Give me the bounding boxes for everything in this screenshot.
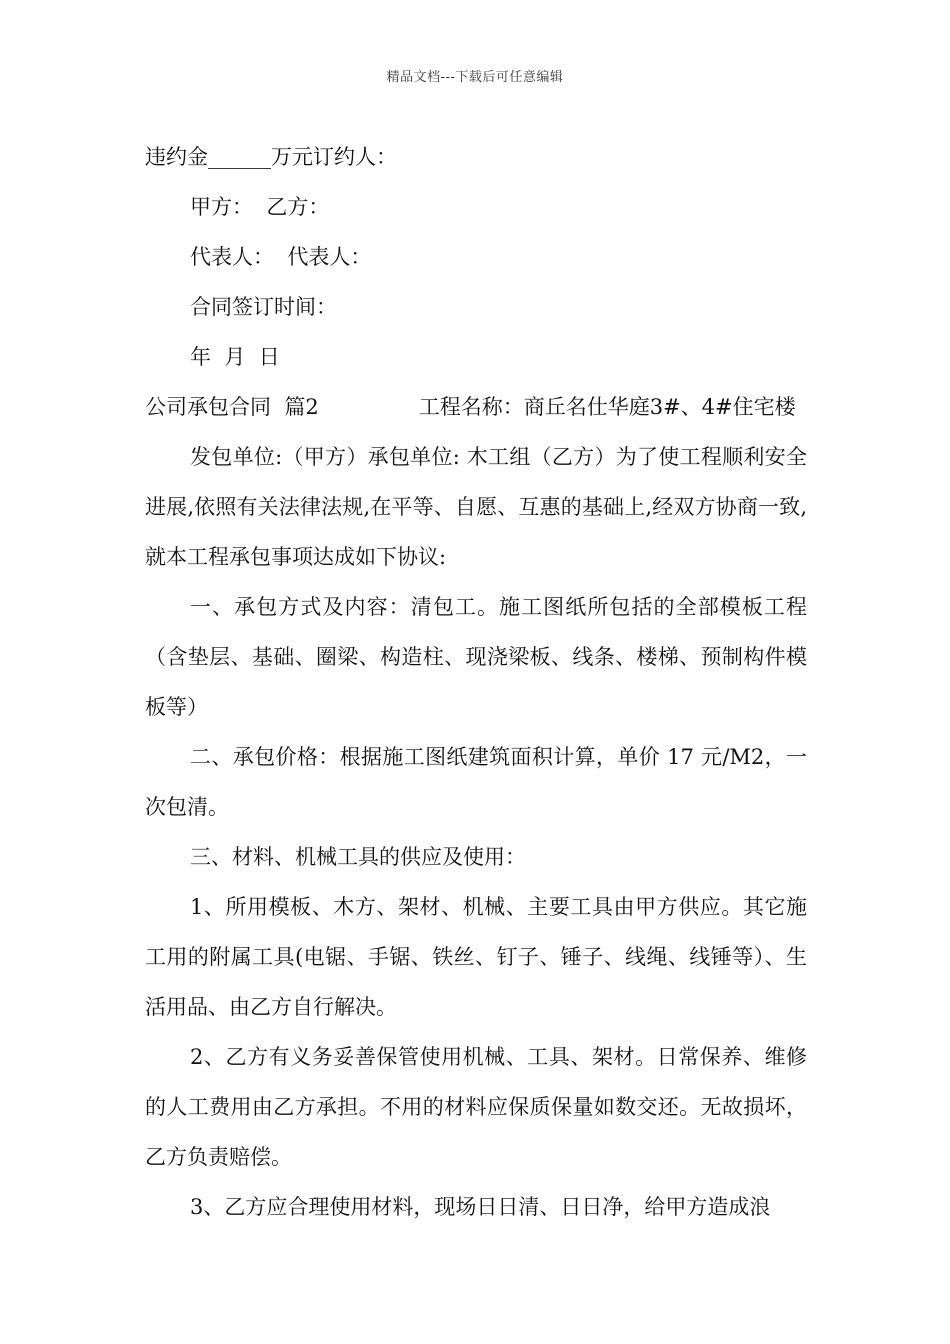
clause-3-1-paragraph: 1、所用模板、木方、架材、机械、主要工具由甲方供应。其它施工用的附属工具(电锯、手锯、铁丝、钉子、锤子、线绳、线锤等）、生活用品、由乙方自行解决。 [145,895,807,1019]
representatives-line: 代表人： 代表人： [190,245,372,269]
intro-paragraph: 发包单位:（甲方）承包单位: 木工组（乙方）为了使工程顺利安全进展,依照有关法律法规,在平等、自愿、互惠的基础上,经双方协商一致,就本工程承包事项达成如下协议: [145,445,807,569]
contract-title: 公司承包合同 篇2 [145,395,319,419]
document-body [145,132,807,1232]
clause-3-3-paragraph: 3、乙方应合理使用材料，现场日日清、日日净，给甲方造成浪 [190,1195,771,1219]
page-header: 精品文档---下载后可任意编辑 [386,70,564,85]
signing-time-line: 合同签订时间： [190,295,337,319]
penalty-line: 违约金______万元订约人： [145,145,397,169]
project-name: 工程名称：商丘名仕华庭3#、4#住宅楼 [418,395,796,419]
parties-line: 甲方： 乙方： [190,195,330,219]
contract-title-line [145,382,807,432]
clause-3-2-paragraph: 2、乙方有义务妥善保管使用机械、工具、架材。日常保养、维修的人工费用由乙方承担。不用的材料应保质保量如数交还。无故损坏，乙方负责赔偿。 [145,1045,807,1169]
date-line: 年 月 日 [190,345,280,369]
clause-3-heading: 三、材料、机械工具的供应及使用： [190,845,526,869]
clause-2-paragraph: 二、承包价格：根据施工图纸建筑面积计算，单价 17 元/M2，一次包清。 [145,745,807,819]
clause-1-paragraph: 一、承包方式及内容：清包工。施工图纸所包括的全部模板工程（含垫层、基础、圈梁、构造柱、现浇梁板、线条、楼梯、预制构件模板等） [145,595,807,719]
